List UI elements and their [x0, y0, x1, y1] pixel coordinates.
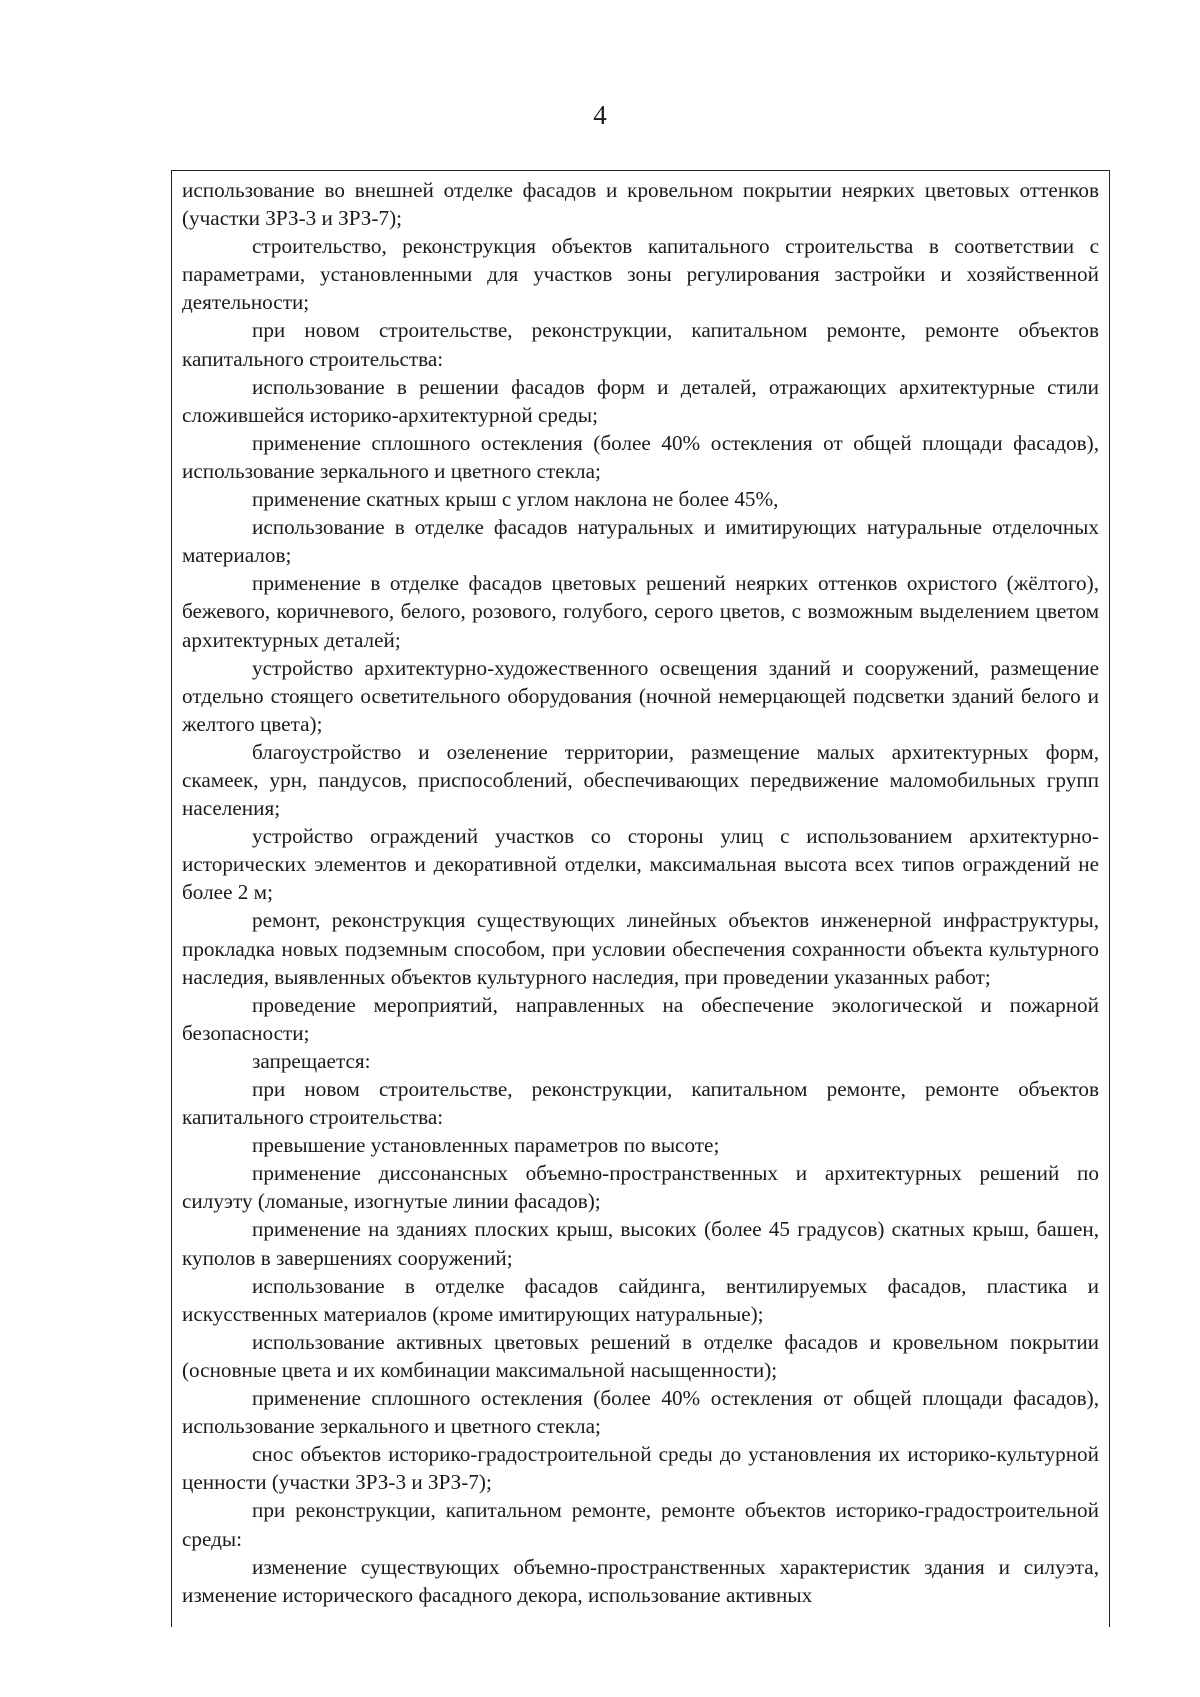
paragraph: проведение мероприятий, направленных на обеспечение экологической и пожарной безопасности;: [182, 992, 1099, 1045]
paragraph: применение скатных крыш с углом наклона не более 45%,: [252, 487, 779, 512]
paragraph: использование в отделке фасадов натуральных и имитирующих натуральные отделочных материалов;: [182, 515, 1099, 568]
paragraph: превышение установленных параметров по высоте;: [252, 1133, 720, 1158]
paragraph: применение сплошного остекления (более 40% остекления от общей площади фасадов), использование зеркального и цветного стекла;: [182, 1386, 1099, 1439]
paragraph: изменение существующих объемно-пространственных характеристик здания и силуэта, изменение исторического фасадного декора, использование активных: [182, 1554, 1099, 1607]
paragraph: строительство, реконструкция объектов капитального строительства в соответствии с параметрами, установленными для участков зоны регулирования застройки и хозяйственной деятельности;: [182, 234, 1099, 315]
paragraph: применение на зданиях плоских крыш, высоких (более 45 градусов) скатных крыш, башен, куполов в завершениях сооружений;: [182, 1217, 1099, 1270]
paragraph: при новом строительстве, реконструкции, капитальном ремонте, ремонте объектов капитального строительства:: [182, 318, 1099, 371]
paragraph: применение сплошного остекления (более 40% остекления от общей площади фасадов), использование зеркального и цветного стекла;: [182, 430, 1099, 483]
paragraph: снос объектов историко-градостроительной среды до установления их историко-культурной ценности (участки ЗРЗ-3 и ЗРЗ-7);: [182, 1442, 1099, 1495]
paragraph: применение диссонансных объемно-пространственных и архитектурных решений по силуэту (ломаные, изогнутые линии фасадов);: [182, 1161, 1099, 1214]
paragraph: благоустройство и озеленение территории, размещение малых архитектурных форм, скамеек, урн, пандусов, приспособлений, обеспечивающих передвижение маломобильных групп населения;: [182, 739, 1099, 821]
paragraph: ремонт, реконструкция существующих линейных объектов инженерной инфраструктуры, прокладка новых подземным способом, при условии обеспечения сохранности объекта культурного наследия, выявленных объектов культурного наследия, при проведении указанных работ;: [182, 908, 1099, 989]
paragraph: при реконструкции, капитальном ремонте, ремонте объектов историко-градостроительной среды:: [182, 1498, 1099, 1551]
page-number: 4: [593, 100, 607, 130]
paragraph: использование активных цветовых решений в отделке фасадов и кровельном покрытии (основные цвета и их комбинации максимальной насыщенности);: [182, 1329, 1099, 1382]
paragraph: использование во внешней отделке фасадов и кровельном покрытии неярких цветовых оттенков (участки ЗРЗ-3 и ЗРЗ-7);: [182, 178, 1099, 231]
paragraph: использование в отделке фасадов сайдинга, вентилируемых фасадов, пластика и искусственных материалов (кроме имитирующих натуральные);: [182, 1273, 1099, 1326]
paragraph: устройство ограждений участков со стороны улиц с использованием архитектурно-исторических элементов и декоративной отделки, максимальная высота всех типов ограждений не более 2 м;: [182, 824, 1099, 905]
paragraph: использование в решении фасадов форм и деталей, отражающих архитектурные стили сложившейся историко-архитектурной среды;: [182, 374, 1099, 427]
paragraph: при новом строительстве, реконструкции, капитальном ремонте, ремонте объектов капитального строительства:: [182, 1077, 1099, 1130]
paragraph: устройство архитектурно-художественного освещения зданий и сооружений, размещение отдельно стоящего осветительного оборудования (ночной немерцающей подсветки зданий белого и желтого цвета);: [182, 655, 1099, 736]
paragraph: запрещается:: [252, 1048, 371, 1073]
paragraph: применение в отделке фасадов цветовых решений неярких оттенков охристого (жёлтого), бежевого, коричневого, белого, розового, голубого, серого цветов, с возможным выделением цветом архитектурных деталей;: [182, 571, 1099, 652]
document-table-cell: [171, 170, 1110, 1627]
